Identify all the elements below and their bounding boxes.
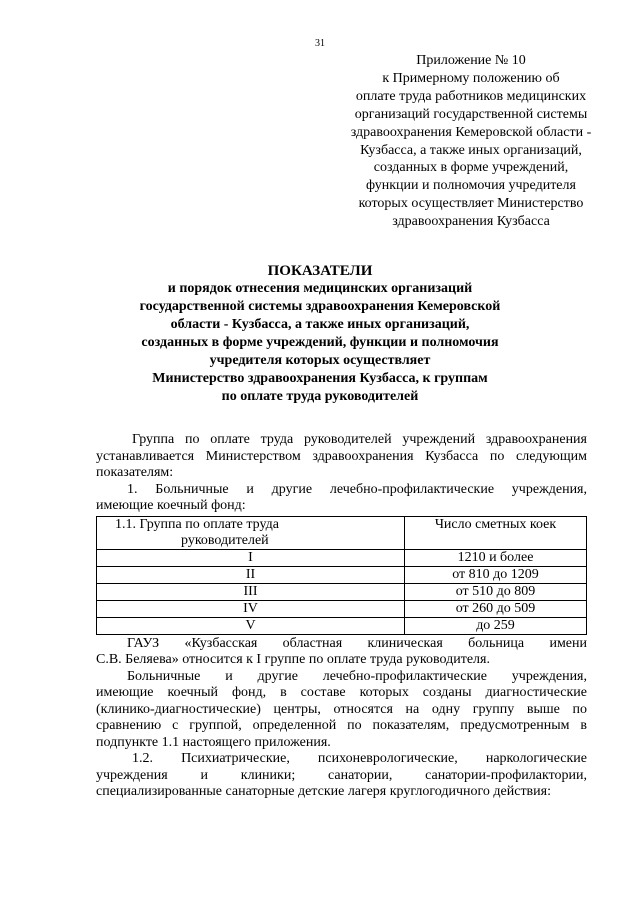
document-title: ПОКАЗАТЕЛИ	[267, 263, 373, 279]
hospitals-line: Больничные и другие лечебно-профилактические учреждения,	[127, 668, 587, 684]
table-row	[97, 617, 587, 634]
group-cell: IV	[97, 600, 405, 617]
appendix-line: здравоохранения Кемеровской области -	[350, 124, 592, 140]
table-row	[97, 583, 587, 600]
header-group	[97, 516, 405, 549]
gauz-line: С.В. Беляева» относится к I группе по оплате труда руководителя.	[96, 652, 490, 667]
header-beds: Число сметных коек	[405, 516, 587, 549]
heading-line: по оплате труда руководителей	[221, 389, 419, 404]
table-row	[97, 600, 587, 617]
page-number: 31	[315, 38, 325, 49]
heading-line: Министерство здравоохранения Кузбасса, к группам	[152, 371, 488, 386]
intro-line: показателям:	[96, 465, 174, 480]
appendix-line: организаций государственной системы	[354, 106, 588, 122]
group-cell: V	[97, 617, 405, 634]
section-1-2-line: учреждения и клиники; санатории, санатории-профилактории,	[96, 767, 587, 783]
appendix-line: Кузбасса, а также иных организаций,	[360, 142, 582, 158]
section-1-line: 1. Больничные и другие лечебно-профилактические учреждения,	[127, 481, 587, 497]
appendix-line: к Примерному положению об	[382, 70, 560, 86]
intro-line: устанавливается Министерством здравоохранения Кузбасса по следующим	[96, 448, 587, 464]
gauz-line: ГАУЗ «Кузбасская областная клиническая больница имени	[127, 635, 587, 651]
heading-line: созданных в форме учреждений, функции и полномочия	[141, 335, 499, 350]
group-cell: I	[97, 549, 405, 566]
hospitals-line: подпункте 1.1 настоящего приложения.	[96, 734, 331, 750]
appendix-line: которых осуществляет Министерство	[358, 196, 584, 212]
section-1-2-line: 1.2. Психиатрические, психоневрологические, наркологические	[132, 751, 587, 766]
appendix-line: Приложение № 10	[416, 53, 526, 68]
hospitals-line: имеющие коечный фонд, в составе которых созданы диагностические	[96, 685, 587, 700]
header-group-line: руководителей	[181, 532, 269, 548]
beds-cell: до 259	[405, 617, 587, 634]
document-body	[96, 432, 587, 801]
section-1-2-line: специализированные санаторные детские лагеря круглогодичного действия:	[96, 784, 551, 799]
group-cell: II	[97, 566, 405, 583]
hospitals-line: (клинико-диагностические) центры, относятся на одну группу выше по	[96, 701, 587, 717]
table-header-row	[97, 516, 587, 549]
heading-line: и порядок отнесения медицинских организаций	[167, 281, 473, 296]
intro-line: Группа по оплате труда руководителей учреждений здравоохранения	[132, 432, 587, 447]
beds-cell: от 260 до 509	[405, 600, 587, 617]
beds-cell: от 810 до 1209	[405, 566, 587, 583]
beds-cell: от 510 до 809	[405, 583, 587, 600]
table-row	[97, 566, 587, 583]
heading-line: области - Кузбасса, а также иных организаций,	[170, 317, 470, 332]
appendix-line: оплате труда работников медицинских	[355, 88, 587, 104]
group-cell: III	[97, 583, 405, 600]
beds-group-table	[96, 516, 587, 635]
appendix-reference	[340, 52, 602, 231]
heading-line: учредителя которых осуществляет	[209, 353, 431, 368]
header-group-line: 1.1. Группа по оплате труда	[115, 516, 279, 532]
table-row	[97, 549, 587, 566]
appendix-line: функции и полномочия учредителя	[366, 178, 576, 194]
hospitals-line: сравнению с группой, определенной по показателям, предусмотренным в	[96, 718, 587, 733]
document-heading	[110, 262, 530, 406]
appendix-line: здравоохранения Кузбасса	[392, 214, 550, 230]
beds-cell: 1210 и более	[405, 549, 587, 566]
section-1-line: имеющие коечный фонд:	[96, 498, 246, 513]
heading-line: государственной системы здравоохранения Кемеровской	[139, 299, 501, 314]
appendix-line: созданных в форме учреждений,	[373, 160, 569, 176]
